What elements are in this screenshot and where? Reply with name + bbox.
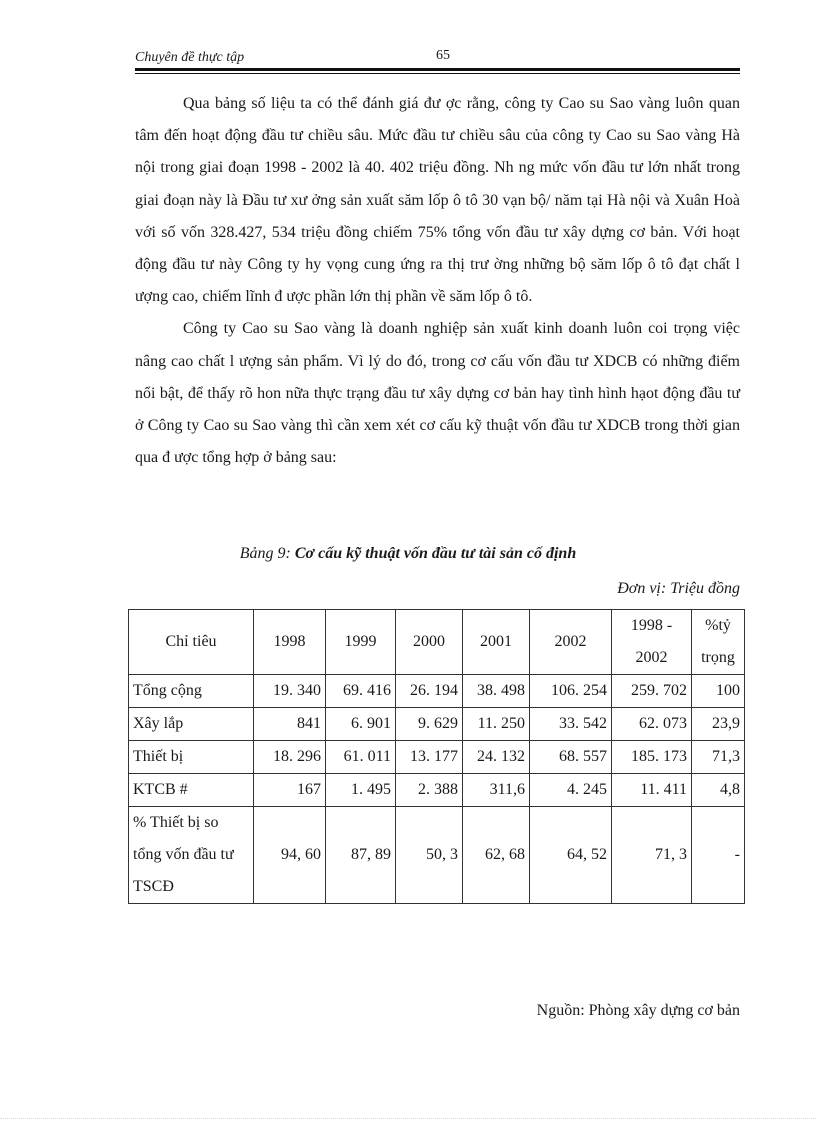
table-cell: 33. 542 — [530, 708, 612, 741]
table-cell: - — [692, 807, 745, 904]
table-caption-prefix: Bảng 9: — [239, 545, 291, 562]
table-cell: 106. 254 — [530, 675, 612, 708]
page-number: 65 — [436, 48, 450, 63]
table-row — [129, 774, 745, 807]
body-text — [135, 88, 740, 474]
table-cell: 4. 245 — [530, 774, 612, 807]
header-cell: 1998 - 2002 — [612, 610, 692, 675]
table-source: Nguồn: Phòng xây dựng cơ bản — [536, 1002, 740, 1019]
header-rule-thin — [135, 73, 740, 74]
paragraph-2: Công ty Cao su Sao vàng là doanh nghiệp sản xuất kinh doanh luôn coi trọng việc nâng cao chất l ượng sản phẩm. Vì lý do đó, trong cơ cấu vốn đầu tư XDCB có những điểm nổi bật, để thấy rõ hon nữa thực trạng đầu tư xây dựng cơ bản hay tình hình hạot động đầu tư ở Công ty Cao su Sao vàng thì cần xem xét cơ cấu kỹ thuật vốn đầu tư XDCB trong thời gian qua đ ược tổng hợp ở bảng sau: — [135, 320, 740, 467]
table-cell: 62. 073 — [612, 708, 692, 741]
table-caption — [0, 545, 816, 563]
table-cell: 9. 629 — [396, 708, 463, 741]
table-cell: 71, 3 — [612, 807, 692, 904]
table-cell: 13. 177 — [396, 741, 463, 774]
row-label: % Thiết bị so tổng vốn đầu tư TSCĐ — [129, 807, 254, 904]
header-rule-thick — [135, 68, 740, 71]
table-cell: 68. 557 — [530, 741, 612, 774]
table-cell: 6. 901 — [326, 708, 396, 741]
table-cell: 50, 3 — [396, 807, 463, 904]
table-cell: 167 — [254, 774, 326, 807]
table-header-row — [129, 610, 745, 675]
table-cell: 18. 296 — [254, 741, 326, 774]
table-cell: 2. 388 — [396, 774, 463, 807]
row-label: Xây lắp — [129, 708, 254, 741]
table-cell: 311,6 — [463, 774, 530, 807]
row-label: Tổng cộng — [129, 675, 254, 708]
table-row — [129, 807, 745, 904]
row-label: KTCB # — [129, 774, 254, 807]
header-cell: 1998 — [254, 610, 326, 675]
table-cell: 69. 416 — [326, 675, 396, 708]
table-cell: 23,9 — [692, 708, 745, 741]
table-row — [129, 708, 745, 741]
table-cell: 26. 194 — [396, 675, 463, 708]
header-cell: Chỉ tiêu — [129, 610, 254, 675]
header-cell: %tỷ trọng — [692, 610, 745, 675]
table-cell: 64, 52 — [530, 807, 612, 904]
table-cell: 38. 498 — [463, 675, 530, 708]
table-cell: 259. 702 — [612, 675, 692, 708]
header-cell: 1999 — [326, 610, 396, 675]
running-header: Chuyên đề thực tập — [135, 50, 245, 65]
table-caption-title: Cơ cấu kỹ thuật vốn đầu tư tài sản cố định — [294, 545, 577, 562]
header-cell: 2001 — [463, 610, 530, 675]
table-cell: 1. 495 — [326, 774, 396, 807]
table-cell: 61. 011 — [326, 741, 396, 774]
table-cell: 11. 250 — [463, 708, 530, 741]
table-row — [129, 741, 745, 774]
footer-divider — [0, 1118, 816, 1120]
table-cell: 24. 132 — [463, 741, 530, 774]
table-cell: 11. 411 — [612, 774, 692, 807]
table-cell: 4,8 — [692, 774, 745, 807]
table-unit: Đơn vị: Triệu đồng — [617, 580, 740, 597]
table-cell: 100 — [692, 675, 745, 708]
table-cell: 841 — [254, 708, 326, 741]
table-row — [129, 675, 745, 708]
table-cell: 71,3 — [692, 741, 745, 774]
data-table — [128, 609, 745, 904]
header-cell: 2000 — [396, 610, 463, 675]
table-cell: 62, 68 — [463, 807, 530, 904]
table-cell: 19. 340 — [254, 675, 326, 708]
table-cell: 185. 173 — [612, 741, 692, 774]
paragraph-1: Qua bảng số liệu ta có thể đánh giá đư ợc rằng, công ty Cao su Sao vàng luôn quan tâm đến hoạt động đầu tư chiều sâu. Mức đầu tư chiều sâu của công ty Cao su Sao vàng Hà nội trong giai đoạn 1998 - 2002 là 40. 402 triệu đồng. Nh ng mức vốn đầu tư lớn nhất trong giai đoạn này là Đầu tư xư ởng sản xuất săm lốp ô tô 30 vạn bộ/ năm tại Hà nội và Xuân Hoà với số vốn 328.427, 534 triệu đồng chiếm 75% tổng vốn đầu tư xây dựng cơ bản. Với hoạt động đầu tư này Công ty hy vọng cung ứng ra thị trư ờng những bộ săm lốp ô tô đạt chất l ượng cao, chiếm lĩnh đ ược phần lớn thị phần về săm lốp ô tô. — [135, 95, 740, 306]
header-cell: 2002 — [530, 610, 612, 675]
row-label: Thiết bị — [129, 741, 254, 774]
table-cell: 87, 89 — [326, 807, 396, 904]
table-cell: 94, 60 — [254, 807, 326, 904]
